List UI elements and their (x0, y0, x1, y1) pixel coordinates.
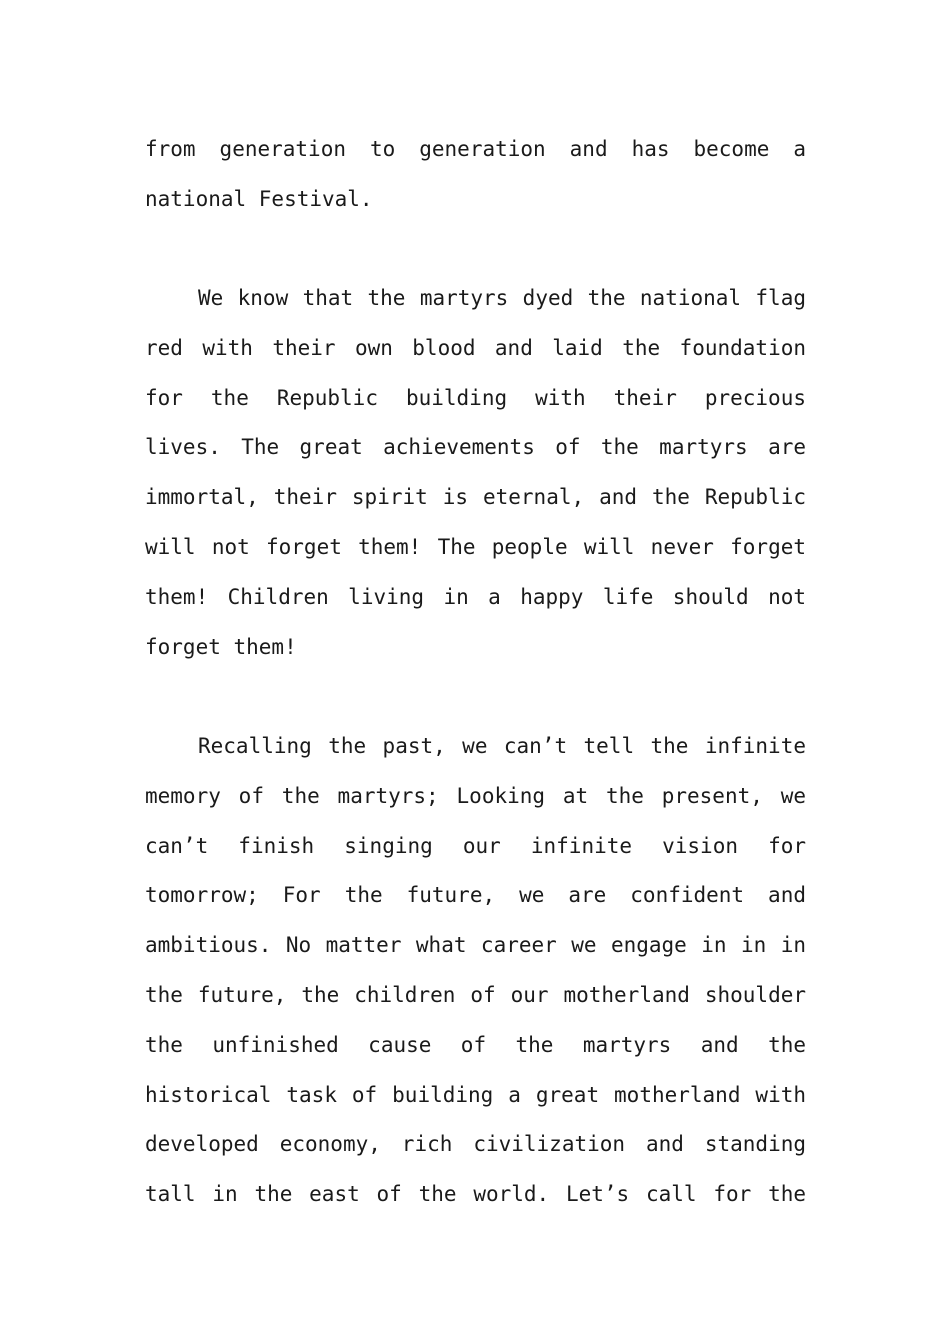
text-line: tall in the east of the world. Let’s call for the (145, 1182, 806, 1207)
text-line: historical task of building a great motherland with (145, 1082, 806, 1107)
text-line: national Festival. (145, 186, 373, 211)
text-line: immortal, their spirit is eternal, and the Republic (145, 485, 806, 510)
text-line: Recalling the past, we can’t tell the infinite (198, 734, 806, 758)
text-line: ambitious. No matter what career we engage in in in (145, 933, 806, 958)
text-line: can’t finish singing our infinite vision for (145, 833, 806, 858)
text-line: memory of the martyrs; Looking at the present, we (145, 783, 806, 808)
text-line: developed economy, rich civilization and standing (145, 1132, 806, 1157)
paragraph-3 (145, 722, 806, 1220)
text-line: tomorrow; For the future, we are confident and (145, 883, 806, 908)
text-line: them! Children living in a happy life should not (145, 584, 806, 609)
text-line: for the Republic building with their precious (145, 385, 806, 410)
text-line: the unfinished cause of the martyrs and the (145, 1032, 806, 1057)
text-line: the future, the children of our motherland shoulder (145, 982, 806, 1007)
text-line: forget them! (145, 634, 297, 659)
paragraph-2 (145, 274, 806, 672)
text-line: from generation to generation and has become a (145, 137, 806, 161)
paragraph-1 (145, 125, 806, 225)
text-line: lives. The great achievements of the martyrs are (145, 435, 806, 460)
text-line: red with their own blood and laid the foundation (145, 335, 806, 360)
text-line: will not forget them! The people will never forget (145, 534, 806, 559)
text-line: We know that the martyrs dyed the national flag (198, 286, 806, 310)
